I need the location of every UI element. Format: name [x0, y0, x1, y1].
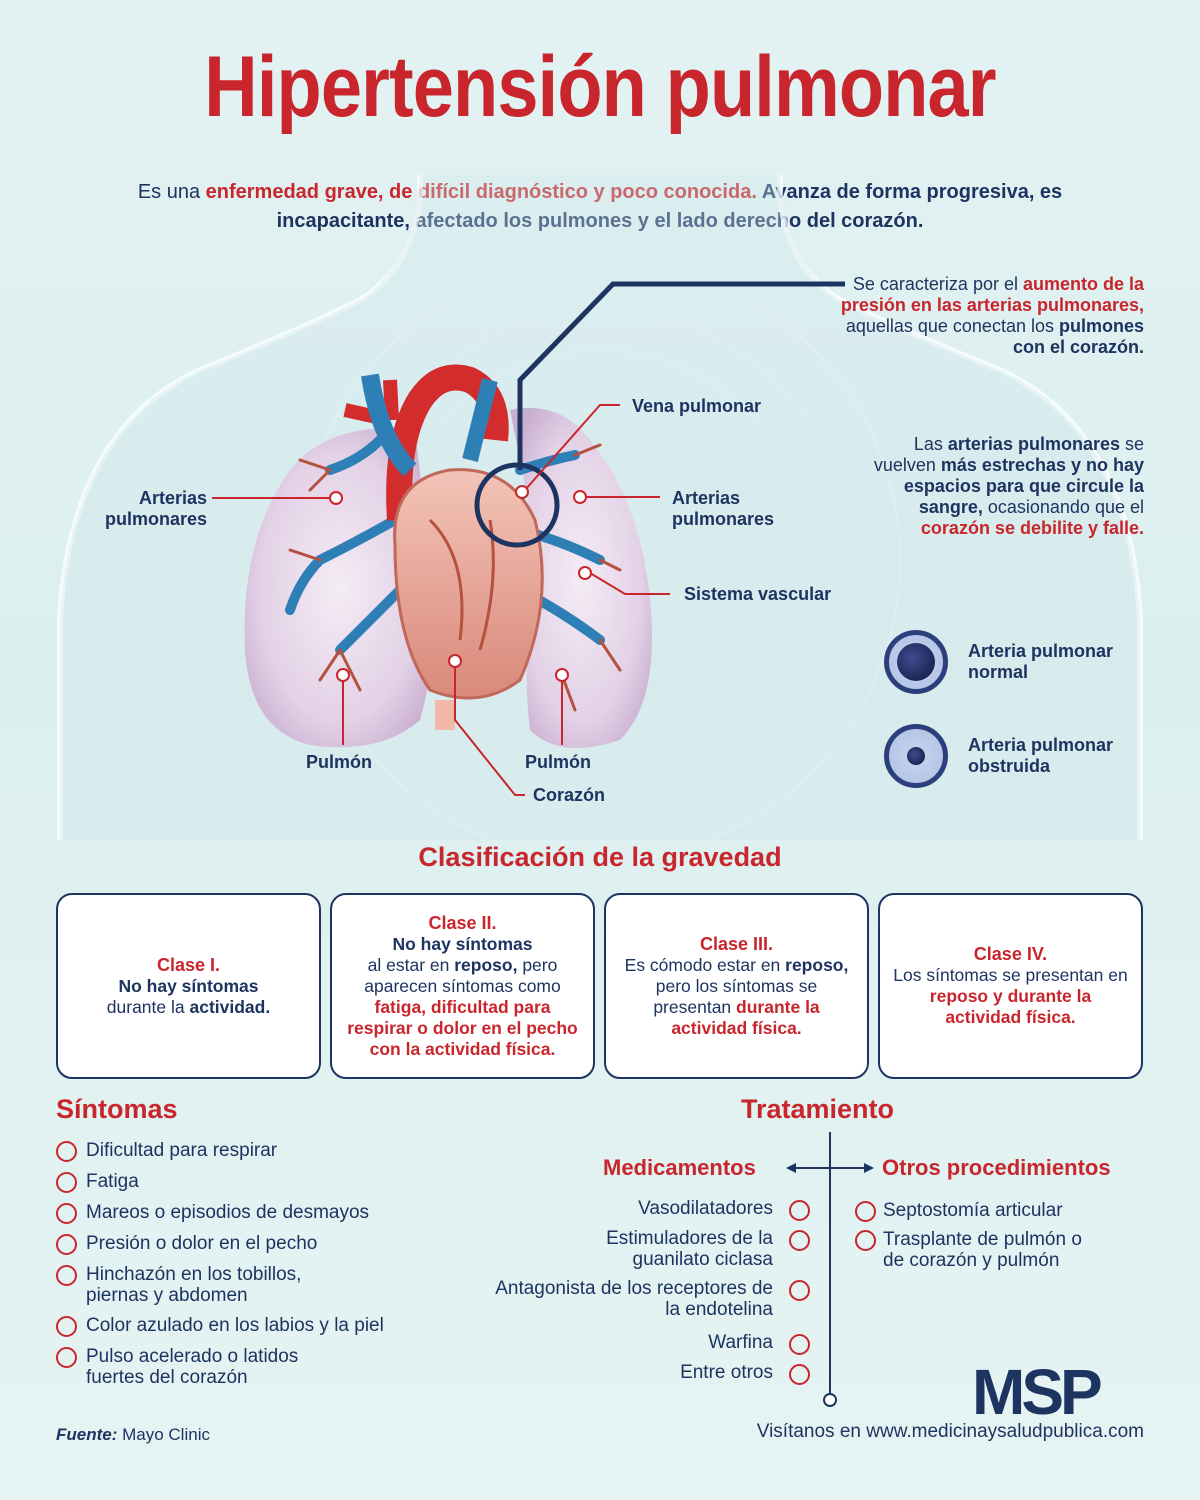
list-item: Antagonista de los receptores de la endotelina — [450, 1278, 810, 1320]
bullet-circle-icon — [789, 1230, 810, 1251]
bullet-circle-icon — [789, 1334, 810, 1355]
list-item: Warfina — [450, 1332, 810, 1355]
bullet-circle-icon — [56, 1172, 77, 1193]
symptoms-title: Síntomas — [56, 1094, 178, 1124]
page-title: Hipertensión pulmonar — [204, 39, 996, 135]
list-item: Presión o dolor en el pecho — [56, 1233, 476, 1255]
otros-heading: Otros procedimientos — [882, 1155, 1111, 1180]
medicamentos-heading: Medicamentos — [603, 1155, 756, 1180]
class-3-box: Clase III. Es cómodo estar en reposo, pero los síntomas se presentan durante la actividad física. — [604, 893, 869, 1079]
list-item: Mareos o episodios de desmayos — [56, 1202, 476, 1224]
intro-part: Es una — [137, 181, 206, 203]
list-item: Entre otros — [450, 1362, 810, 1385]
label-corazon: Corazón — [533, 785, 605, 805]
bullet-circle-icon — [789, 1364, 810, 1385]
bullet-circle-icon — [855, 1201, 876, 1222]
list-item: Dificultad para respirar — [56, 1140, 476, 1162]
label-arterias-right: Arterias pulmonares — [672, 488, 775, 529]
source-note: Fuente: Mayo Clinic — [56, 1425, 210, 1444]
intro-part: Avanza de forma progresiva, es incapacitante, afectado los pulmones y el lado derecho del corazón. — [276, 181, 1063, 232]
label-pulmon-right: Pulmón — [525, 752, 591, 772]
bullet-circle-icon — [56, 1347, 77, 1368]
bullet-circle-icon — [56, 1265, 77, 1286]
bullet-circle-icon — [855, 1230, 876, 1251]
bullet-circle-icon — [56, 1203, 77, 1224]
website-link[interactable]: Visítanos en www.medicinaysaludpublica.com — [756, 1421, 1144, 1442]
bullet-circle-icon — [789, 1200, 810, 1221]
list-item: Color azulado en los labios y la piel — [56, 1315, 476, 1337]
msp-logo: MSP — [972, 1356, 1099, 1428]
label-pulmon-left: Pulmón — [306, 752, 372, 772]
obstructed-artery-icon — [884, 724, 948, 788]
list-item: Vasodilatadores — [450, 1198, 810, 1221]
legend-normal: Arteria pulmonar normal — [884, 630, 1128, 694]
legend-obstruida: Arteria pulmonar obstruida — [884, 724, 1128, 788]
bullet-circle-icon — [56, 1141, 77, 1162]
label-arterias-left: Arterias pulmonares — [104, 488, 207, 529]
classification-title: Clasificación de la gravedad — [418, 842, 782, 872]
class-4-box: Clase IV. Los síntomas se presentan en reposo y durante la actividad física. — [878, 893, 1143, 1079]
class-2-box: Clase II. No hay síntomas al estar en reposo, pero aparecen síntomas como fatiga, dificultad para respirar o dolor en el pecho con la actividad física. — [330, 893, 595, 1079]
list-item: Septostomía articular — [855, 1200, 1063, 1222]
heart — [395, 470, 543, 698]
bullet-circle-icon — [789, 1280, 810, 1301]
normal-artery-icon — [884, 630, 948, 694]
list-item: Fatiga — [56, 1171, 476, 1193]
list-item: Pulso acelerado o latidos fuertes del corazón — [56, 1346, 476, 1388]
annotation-narrowing: Las arterias pulmonares se vuelven más estrechas y no hay espacios para que circule la sangre, ocasionando que el corazón se debilite y falle. — [873, 434, 1144, 538]
intro-highlight: enfermedad grave, de difícil diagnóstico y poco conocida. — [205, 181, 757, 203]
annotation-pressure: Se caracteriza por el aumento de la presión en las arterias pulmonares, aquellas que conectan los pulmones con el corazón. — [840, 274, 1144, 357]
bullet-circle-icon — [56, 1234, 77, 1255]
symptoms-list — [56, 1140, 476, 1397]
label-sistema: Sistema vascular — [684, 584, 832, 604]
label-vena: Vena pulmonar — [632, 396, 762, 416]
list-item: Hinchazón en los tobillos, piernas y abdomen — [56, 1264, 476, 1306]
treatment-title: Tratamiento — [741, 1094, 895, 1124]
list-item: Trasplante de pulmón o de corazón y pulmón — [855, 1229, 1103, 1271]
list-item: Estimuladores de la guanilato ciclasa — [450, 1228, 810, 1270]
bullet-circle-icon — [56, 1316, 77, 1337]
class-1-box: Clase I. No hay síntomas durante la actividad. — [56, 893, 321, 1079]
